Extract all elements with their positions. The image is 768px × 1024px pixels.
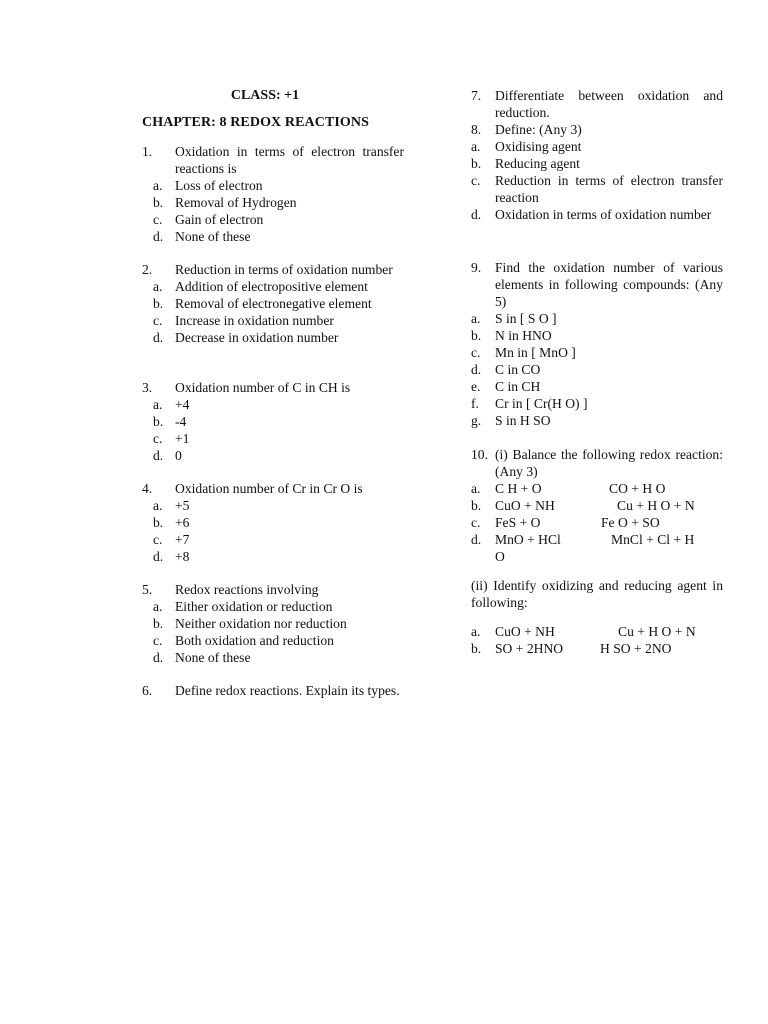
option-a: [142, 497, 404, 514]
option-c: [142, 531, 404, 548]
option-a: [142, 598, 404, 615]
reaction-a: [471, 480, 723, 497]
question-number: 1.: [142, 144, 153, 159]
question-5: [142, 581, 404, 666]
question-10-part-2-reactions: [471, 623, 723, 657]
option-c: [471, 172, 723, 206]
option-b: [142, 615, 404, 632]
option-c: [142, 632, 404, 649]
option-label: g.: [471, 413, 482, 428]
question-1: [142, 143, 404, 245]
option-label: a.: [471, 481, 481, 496]
option-text: S in H SO: [495, 413, 551, 428]
question-9: [471, 259, 723, 429]
option-label: b.: [471, 156, 482, 171]
option-a: [142, 278, 404, 295]
option-b: [142, 514, 404, 531]
question-number: 3.: [142, 380, 153, 395]
question-number: 5.: [142, 582, 153, 597]
option-label: a.: [153, 599, 163, 614]
option-label: b.: [153, 195, 164, 210]
option-label: f.: [471, 396, 479, 411]
question-text: Define redox reactions. Explain its types.: [175, 683, 400, 698]
option-text: Addition of electropositive element: [175, 279, 368, 294]
option-d: [142, 548, 404, 565]
option-text: Both oxidation and reduction: [175, 633, 334, 648]
question-7: [471, 87, 723, 121]
question-number: 2.: [142, 262, 153, 277]
option-text: C in CO: [495, 362, 541, 377]
option-label: c.: [153, 532, 163, 547]
option-b: [142, 194, 404, 211]
question-text: Define: (Any 3): [495, 122, 582, 137]
option-text: -4: [175, 414, 187, 429]
option-label: d.: [153, 549, 164, 564]
option-label: c.: [153, 212, 163, 227]
question-8: [471, 121, 723, 223]
question-10: [471, 446, 723, 565]
option-label: c.: [153, 633, 163, 648]
option-d: [142, 228, 404, 245]
option-b: [142, 413, 404, 430]
reaction-lhs: C H + O: [495, 481, 542, 496]
question-number: 4.: [142, 481, 153, 496]
option-a: [142, 396, 404, 413]
option-b: [471, 155, 723, 172]
reaction-lhs: CuO + NH: [495, 624, 555, 639]
option-label: c.: [153, 313, 163, 328]
option-text: Loss of electron: [175, 178, 263, 193]
option-text: Gain of electron: [175, 212, 264, 227]
class-heading: CLASS: +1: [230, 88, 300, 103]
reaction-lhs: FeS + O: [495, 515, 541, 530]
option-d: [471, 206, 723, 223]
question-text: Differentiate between oxidation and reduction.: [495, 88, 723, 120]
question-text: Reduction in terms of oxidation number: [175, 262, 393, 277]
reaction-equation: [495, 640, 723, 657]
question-number: 9.: [471, 260, 482, 275]
option-text: S in [ S O ]: [495, 311, 557, 326]
option-label: b.: [471, 641, 482, 656]
option-text: Either oxidation or reduction: [175, 599, 333, 614]
option-text: None of these: [175, 229, 251, 244]
option-a: [471, 138, 723, 155]
question-6: [142, 682, 404, 699]
reaction-a: [471, 623, 723, 640]
reaction-continuation: O: [495, 549, 505, 564]
option-label: b.: [471, 498, 482, 513]
reaction-b: [471, 640, 723, 657]
reaction-lhs: CuO + NH: [495, 498, 555, 513]
option-label: d.: [153, 330, 164, 345]
option-text: Removal of Hydrogen: [175, 195, 297, 210]
option-text: +1: [175, 431, 190, 446]
question-text: Find the oxidation number of various elements in following compounds: (Any 5): [495, 260, 723, 309]
question-4: [142, 480, 404, 565]
question-text: (i) Balance the following redox reaction: (Any 3): [495, 447, 723, 479]
option-text: Decrease in oxidation number: [175, 330, 339, 345]
option-text: Oxidation in terms of oxidation number: [495, 207, 712, 222]
option-g: [471, 412, 723, 429]
subquestion-text: (ii) Identify oxidizing and reducing agent in following:: [471, 578, 723, 610]
option-label: a.: [153, 498, 163, 513]
option-label: b.: [153, 616, 164, 631]
option-c: [142, 211, 404, 228]
option-d: [142, 649, 404, 666]
question-text: Oxidation number of C in CH is: [175, 380, 351, 395]
option-text: +6: [175, 515, 190, 530]
reaction-rhs: MnCl + Cl + H: [611, 532, 695, 547]
option-label: b.: [471, 328, 482, 343]
reaction-rhs: Cu + H O + N: [617, 498, 695, 513]
reaction-rhs: CO + H O: [609, 481, 666, 496]
reaction-lhs: SO + 2HNO: [495, 641, 564, 656]
option-text: Reduction in terms of electron transfer reaction: [495, 173, 723, 205]
reaction-rhs: Fe O + SO: [601, 515, 660, 530]
option-label: a.: [153, 397, 163, 412]
reaction-equation: [495, 531, 723, 548]
option-e: [471, 378, 723, 395]
option-label: d.: [471, 207, 482, 222]
option-text: +8: [175, 549, 190, 564]
option-text: None of these: [175, 650, 251, 665]
option-text: +7: [175, 532, 190, 547]
option-d: [142, 447, 404, 464]
option-label: b.: [153, 515, 164, 530]
option-text: Oxidising agent: [495, 139, 582, 154]
option-text: +4: [175, 397, 190, 412]
reaction-lhs: MnO + HCl: [495, 532, 561, 547]
option-label: a.: [471, 311, 481, 326]
reaction-d: [471, 531, 723, 548]
reaction-equation: [495, 623, 723, 640]
option-text: N in HNO: [495, 328, 552, 343]
option-label: c.: [471, 173, 481, 188]
option-text: +5: [175, 498, 190, 513]
option-label: a.: [471, 139, 481, 154]
question-number: 7.: [471, 88, 482, 103]
option-label: c.: [153, 431, 163, 446]
option-label: e.: [471, 379, 481, 394]
option-text: Reducing agent: [495, 156, 580, 171]
option-c: [471, 344, 723, 361]
option-text: 0: [175, 448, 182, 463]
question-number: 6.: [142, 683, 153, 698]
option-b: [142, 295, 404, 312]
option-label: d.: [471, 532, 482, 547]
option-f: [471, 395, 723, 412]
option-label: a.: [153, 178, 163, 193]
question-text: Oxidation in terms of electron transfer reactions is: [175, 144, 404, 176]
question-text: Redox reactions involving: [175, 582, 319, 597]
reaction-equation: [495, 514, 723, 531]
reaction-b: [471, 497, 723, 514]
option-text: C in CH: [495, 379, 541, 394]
chapter-heading: CHAPTER: 8 REDOX REACTIONS: [142, 115, 370, 130]
question-text: Oxidation number of Cr in Cr O is: [175, 481, 363, 496]
option-label: c.: [471, 345, 481, 360]
reaction-c: [471, 514, 723, 531]
option-text: Increase in oxidation number: [175, 313, 334, 328]
option-label: d.: [471, 362, 482, 377]
reaction-equation: [495, 497, 723, 514]
option-a: [471, 310, 723, 327]
reaction-rhs: Cu + H O + N: [618, 624, 696, 639]
reaction-d-continued: [471, 548, 723, 565]
option-c: [142, 430, 404, 447]
option-label: d.: [153, 448, 164, 463]
option-text: Removal of electronegative element: [175, 296, 372, 311]
question-10-part-2: [471, 577, 723, 611]
option-label: b.: [153, 296, 164, 311]
option-b: [471, 327, 723, 344]
option-label: a.: [471, 624, 481, 639]
option-a: [142, 177, 404, 194]
option-text: Neither oxidation nor reduction: [175, 616, 347, 631]
reaction-rhs: H SO + 2NO: [600, 641, 672, 656]
option-label: d.: [153, 650, 164, 665]
option-text: Mn in [ MnO ]: [495, 345, 576, 360]
option-text: Cr in [ Cr(H O) ]: [495, 396, 588, 411]
option-label: c.: [471, 515, 481, 530]
option-d: [142, 329, 404, 346]
question-2: [142, 261, 404, 346]
question-number: 10.: [471, 447, 488, 462]
option-label: a.: [153, 279, 163, 294]
option-d: [471, 361, 723, 378]
question-number: 8.: [471, 122, 482, 137]
option-label: d.: [153, 229, 164, 244]
question-3: [142, 379, 404, 464]
option-label: b.: [153, 414, 164, 429]
reaction-equation: [495, 480, 723, 497]
option-c: [142, 312, 404, 329]
